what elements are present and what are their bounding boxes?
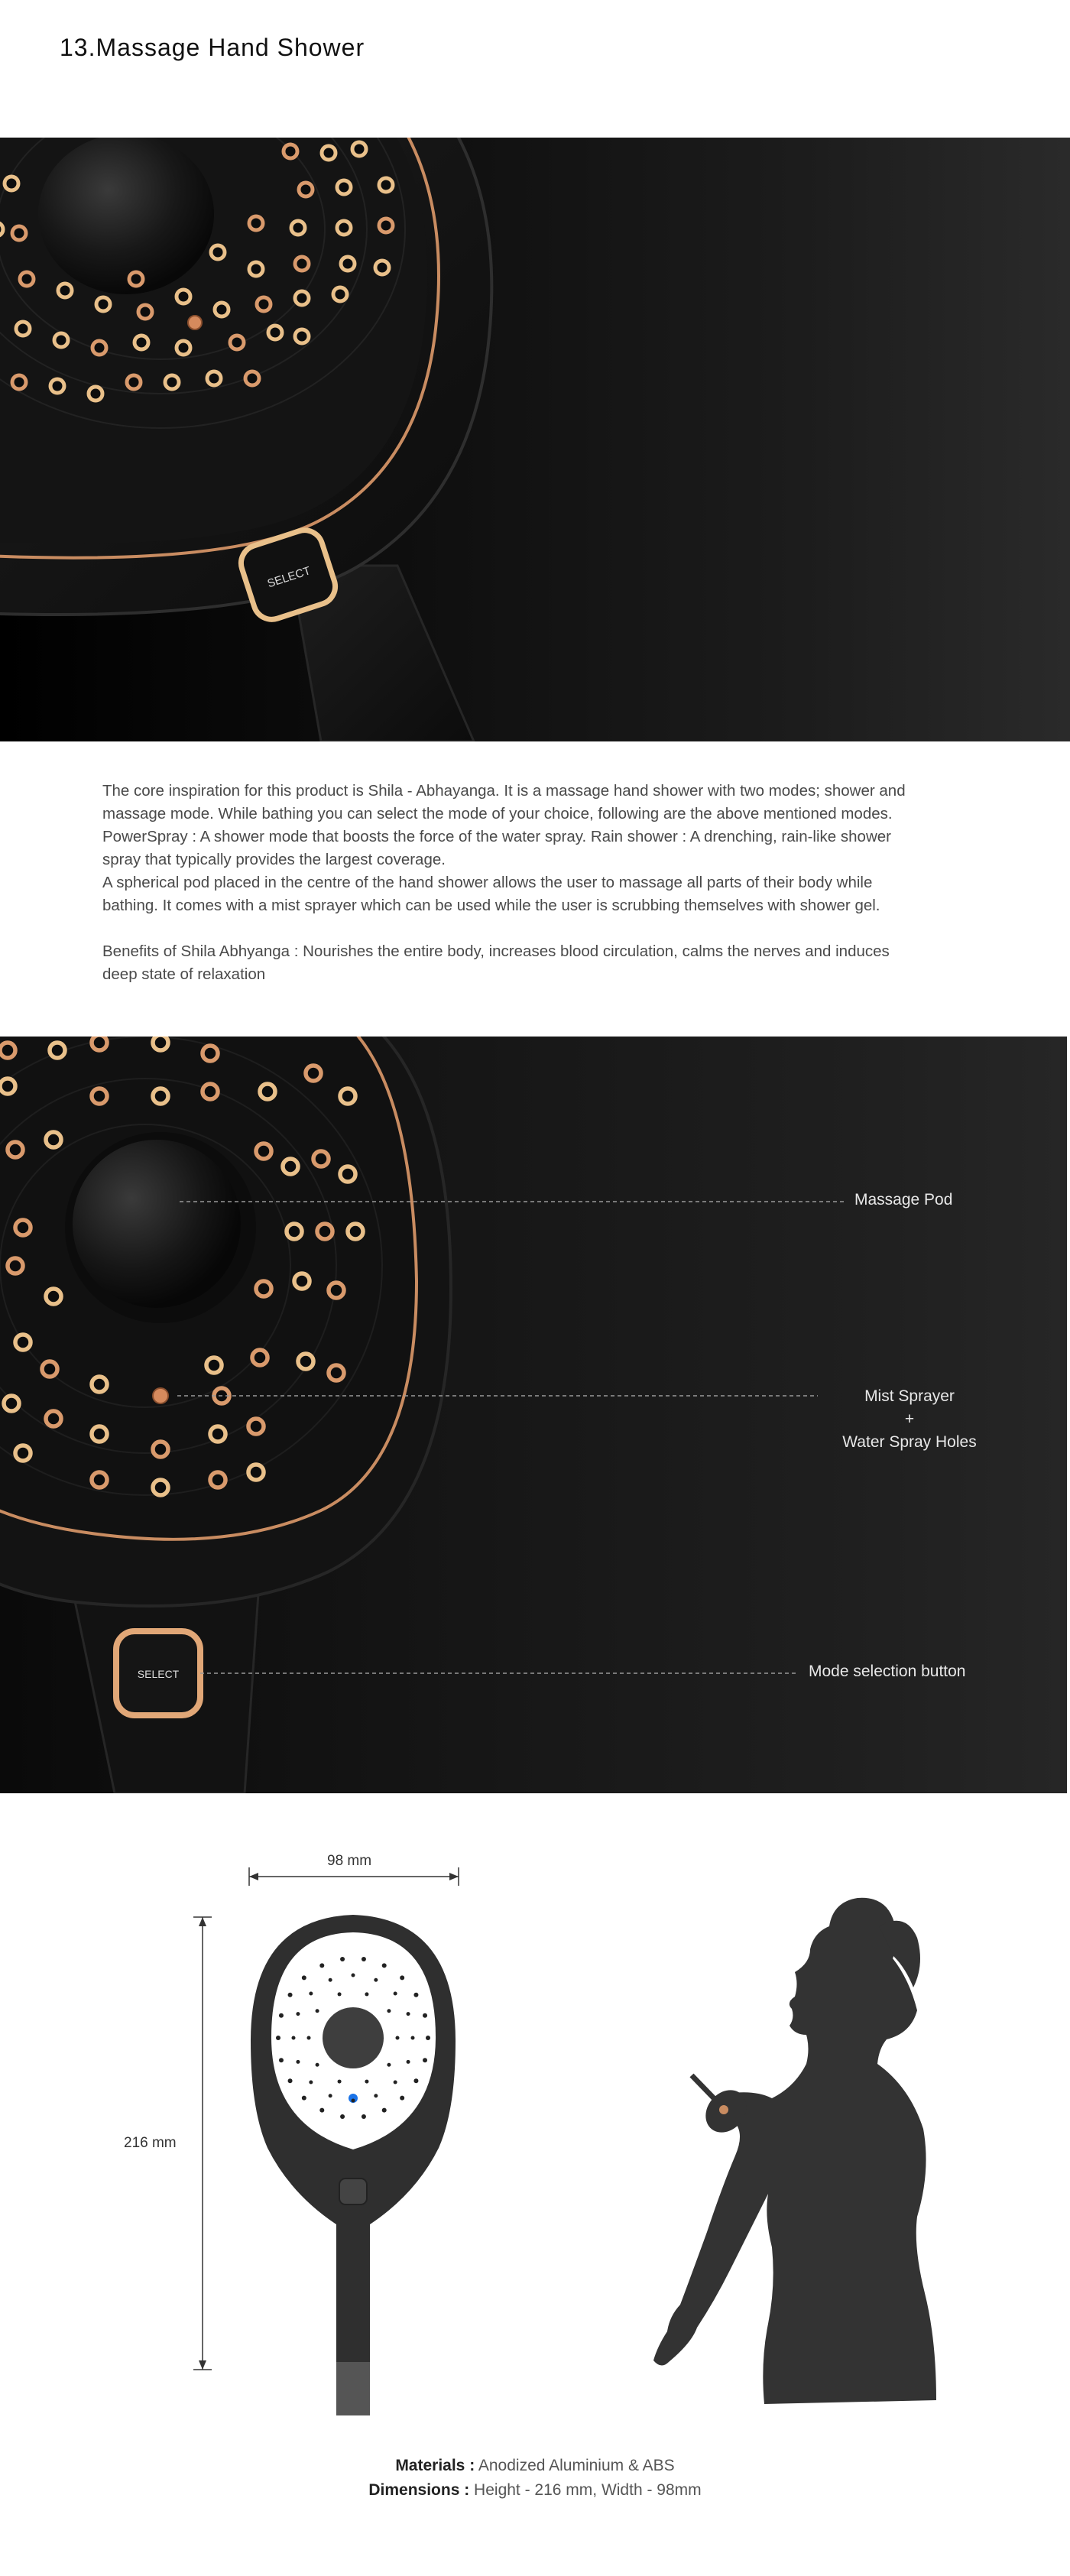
spray-hole [317, 1224, 332, 1239]
mist-sprayer-line1: Mist Sprayer [864, 1387, 955, 1405]
spray-hole-dot [423, 2058, 427, 2062]
dimensions-label: Dimensions : [368, 2481, 470, 2499]
dimensions-value: Height - 216 mm, Width - 98mm [469, 2481, 702, 2499]
spray-hole [177, 341, 190, 355]
spray-hole [295, 257, 309, 271]
spray-hole-dot [319, 2108, 324, 2113]
spray-hole-dot [338, 1992, 342, 1996]
desc-line: Benefits of Shila Abhyanga : Nourishes the entire body, increases blood circulation, calms the nerves and induces [102, 942, 890, 960]
spray-hole [96, 297, 110, 311]
spray-hole [153, 1037, 168, 1050]
spray-hole [256, 1144, 271, 1159]
width-dimension-label: 98 mm [327, 1853, 372, 1869]
spray-hole-dot [362, 1957, 366, 1961]
spray-hole [153, 1480, 168, 1495]
feature-select-label: SELECT [137, 1668, 180, 1680]
spray-hole [153, 1088, 168, 1104]
spray-hole-dot [329, 2094, 332, 2097]
spray-hole-dot [394, 1992, 397, 1996]
materials-value: Anodized Aluminium & ABS [475, 2457, 675, 2474]
spray-hole [268, 326, 282, 339]
spray-hole [283, 1159, 298, 1174]
spray-hole-dot [407, 2012, 410, 2016]
spray-hole [284, 144, 297, 158]
spray-hole-dot [400, 2096, 404, 2101]
spray-hole-dot [426, 2036, 430, 2040]
dimensions-line [0, 2478, 1070, 2503]
specifications [0, 2454, 1070, 2503]
spray-hole [46, 1289, 61, 1304]
spray-hole [245, 371, 259, 385]
spray-hole [260, 1084, 275, 1099]
spray-hole [249, 216, 263, 230]
spray-hole [207, 371, 221, 385]
spray-hole [0, 222, 3, 236]
spray-hole [0, 1079, 15, 1094]
spray-hole [249, 262, 263, 276]
spray-hole [329, 1365, 344, 1380]
spray-hole-dot [365, 2080, 368, 2084]
spray-hole [46, 1411, 61, 1426]
desc-line: spray that typically provides the largest coverage. [102, 851, 446, 868]
spray-hole [58, 284, 72, 297]
spray-hole [5, 177, 18, 190]
spray-hole [89, 387, 102, 401]
spray-hole-dot [387, 2063, 391, 2067]
spray-hole-dot [276, 2036, 280, 2040]
spray-hole-dot [309, 2080, 313, 2084]
spray-hole [54, 333, 68, 347]
desc-line: A spherical pod placed in the centre of the hand shower allows the user to massage all parts of their body while [102, 874, 873, 891]
spray-hole-dot [307, 2036, 311, 2040]
spray-hole-dot [279, 2013, 284, 2018]
woman-silhouette-figure [653, 1898, 936, 2404]
spray-hole [50, 1043, 65, 1058]
spray-hole [298, 1354, 313, 1369]
spray-hole [248, 1419, 264, 1434]
spray-hole [287, 1224, 302, 1239]
spray-hole-dot [338, 2080, 342, 2084]
shower-outline-drawing [251, 1915, 456, 2415]
spray-hole [230, 336, 244, 349]
spray-hole [12, 375, 26, 389]
spray-hole-dot [411, 2036, 415, 2040]
mode-button-label: Mode selection button [809, 1663, 966, 1680]
spray-hole-dot [374, 2094, 378, 2097]
spray-hole-dot [400, 1975, 404, 1980]
spray-hole [153, 1442, 168, 1457]
spray-hole-dot [279, 2058, 284, 2062]
spray-hole-dot [340, 1957, 345, 1961]
spray-hole-dot [302, 2096, 306, 2101]
spray-hole-dot [365, 1992, 368, 1996]
spray-hole [340, 1088, 355, 1104]
spray-hole [295, 329, 309, 343]
hero-select-label: SELECT [265, 564, 313, 591]
spray-hole-dot [296, 2060, 300, 2064]
spray-hole [379, 178, 393, 192]
spray-hole [333, 287, 347, 301]
spray-hole [165, 375, 179, 389]
page-title: 13.Massage Hand Shower [60, 34, 365, 61]
product-description [102, 780, 974, 986]
spray-hole [248, 1465, 264, 1480]
spray-hole [352, 142, 366, 156]
spray-hole [206, 1358, 222, 1373]
spray-hole [337, 180, 351, 194]
spray-hole [92, 1037, 107, 1050]
spray-hole-dot [288, 1993, 293, 1997]
spray-hole [306, 1066, 321, 1081]
mist-sprayer-line3: Water Spray Holes [842, 1433, 977, 1451]
spray-hole [348, 1224, 363, 1239]
materials-line [0, 2454, 1070, 2478]
spray-hole-dot [319, 1963, 324, 1968]
spray-hole [92, 1472, 107, 1488]
spray-hole-dot [302, 1975, 306, 1980]
spray-hole [337, 221, 351, 235]
spray-hole [8, 1258, 23, 1273]
spray-hole-dot [382, 1963, 387, 1968]
spray-hole-dot [423, 2013, 427, 2018]
spray-hole [0, 1043, 15, 1058]
spray-hole-dot [352, 2099, 355, 2103]
desc-line: deep state of relaxation [102, 965, 266, 983]
desc-line: massage mode. While bathing you can select the mode of your choice, following are the above mentioned modes. [102, 805, 893, 822]
spray-hole-dot [413, 2078, 418, 2083]
spray-hole-dot [407, 2060, 410, 2064]
features-product-image [0, 1037, 1067, 1793]
spray-hole [203, 1084, 218, 1099]
dimensions-section [0, 1835, 1070, 2446]
spray-hole-dot [394, 2080, 397, 2084]
height-dimension-label: 216 mm [124, 2135, 177, 2151]
spray-hole-dot [316, 2009, 319, 2013]
spray-hole [294, 1273, 310, 1289]
spray-hole [257, 297, 271, 311]
spray-hole [92, 1426, 107, 1442]
spray-hole [210, 1426, 225, 1442]
spray-hole-dot [329, 1978, 332, 1982]
spray-hole [313, 1151, 329, 1166]
spray-hole-dot [396, 2036, 400, 2040]
hero-render-svg [0, 138, 1070, 741]
spray-hole [329, 1283, 344, 1298]
desc-line: PowerSpray : A shower mode that boosts the force of the water spray. Rain shower : A drenching, rain-like shower [102, 828, 891, 845]
spray-hole [92, 1088, 107, 1104]
spray-hole [177, 290, 190, 303]
spray-hole [375, 261, 389, 274]
spray-hole [4, 1396, 19, 1411]
spray-hole-dot [413, 1993, 418, 1997]
spray-hole-dot [340, 2114, 345, 2119]
desc-line: The core inspiration for this product is Shila - Abhayanga. It is a massage hand shower with two modes; shower and [102, 782, 906, 800]
spray-hole [322, 146, 336, 160]
spray-hole [379, 219, 393, 232]
spray-hole-dot [387, 2009, 391, 2013]
spray-hole-dot [362, 2114, 366, 2119]
spray-hole [291, 221, 305, 235]
spray-hole [295, 291, 309, 305]
spray-hole [92, 1377, 107, 1392]
spray-hole [203, 1046, 218, 1061]
spray-hole [211, 245, 225, 259]
spray-hole [42, 1361, 57, 1377]
spray-hole [341, 257, 355, 271]
spray-hole-dot [382, 2108, 387, 2113]
spray-hole [299, 183, 313, 196]
spray-hole [135, 336, 148, 349]
spray-hole-dot [352, 1974, 355, 1977]
spray-hole [50, 379, 64, 393]
spray-hole-dot [292, 2036, 296, 2040]
mist-sprayer-line2: + [904, 1410, 915, 1428]
spray-hole [16, 322, 30, 336]
spray-hole [8, 1142, 23, 1157]
spray-hole [46, 1132, 61, 1147]
spray-hole [127, 375, 141, 389]
spray-hole [15, 1220, 31, 1235]
hero-product-image [0, 138, 1070, 741]
spray-hole [138, 305, 152, 319]
spray-hole-dot [288, 2078, 293, 2083]
spray-hole-dot [374, 1978, 378, 1982]
spray-hole [215, 303, 229, 316]
spray-hole [15, 1335, 31, 1350]
mist-sprayer-label [825, 1385, 994, 1454]
spray-hole [12, 226, 26, 240]
desc-line: bathing. It comes with a mist sprayer which can be used while the user is scrubbing themselves with shower gel. [102, 897, 880, 914]
spray-hole [129, 272, 143, 286]
spray-hole [210, 1472, 225, 1488]
massage-pod-label: Massage Pod [854, 1191, 953, 1209]
spray-hole-dot [296, 2012, 300, 2016]
spray-hole [92, 341, 106, 355]
spray-hole-dot [316, 2063, 319, 2067]
spray-hole [252, 1350, 268, 1365]
spray-hole [15, 1445, 31, 1461]
spray-hole-dot [309, 1992, 313, 1996]
spray-hole [20, 272, 34, 286]
spray-hole [256, 1281, 271, 1296]
materials-label: Materials : [395, 2457, 475, 2474]
spray-hole [340, 1166, 355, 1182]
